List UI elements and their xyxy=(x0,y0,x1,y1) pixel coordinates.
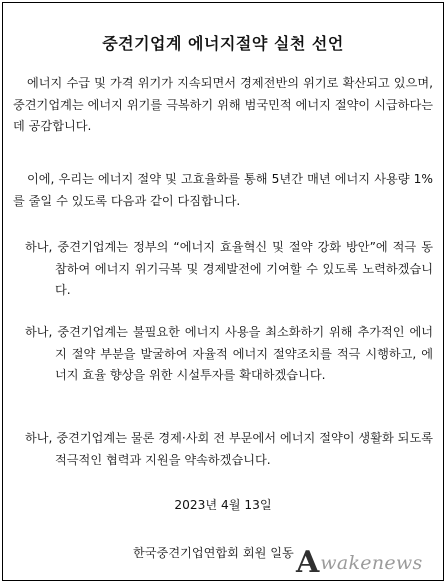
watermark-logo-mark: A xyxy=(296,545,320,580)
intro-paragraph: 에너지 수급 및 가격 위기가 지속되면서 경제전반의 위기로 확산되고 있으며, 중견기업계는 에너지 위기를 극복하기 위해 범국민적 에너지 절약이 시급하다는 데 공감합니다. xyxy=(13,76,433,133)
declaration-document xyxy=(2,2,444,581)
commitment-paragraph: 이에, 우리는 에너지 절약 및 고효율화를 통해 5년간 매년 에너지 사용량 1%를 줄일 수 있도록 다음과 같이 다짐합니다. xyxy=(13,172,433,208)
watermark-text: wakenews xyxy=(320,552,423,574)
signatory: 한국중견기업연합회 회원 일동 xyxy=(133,546,294,560)
pledge-item: 하나, 중견기업계는 불필요한 에너지 사용을 최소화하기 위해 추가적인 에너지 절약 부분을 발굴하여 자율적 에너지 절약조치를 적극 시행하고, 에너지 효율 향상을 위한 시설투자를 확대하겠습니다. xyxy=(25,325,433,382)
declaration-date: 2023년 4월 13일 xyxy=(174,498,272,512)
pledge-item: 하나, 중견기업계는 물론 경제·사회 전 부문에서 에너지 절약이 생활화 되도록 적극적인 협력과 지원을 약속하겠습니다. xyxy=(25,431,433,467)
pledge-item: 하나, 중견기업계는 정부의 “에너지 효율혁신 및 절약 강화 방안”에 적극 동참하여 에너지 위기극복 및 경제발전에 기여할 수 있도록 노력하겠습니다. xyxy=(25,240,433,297)
document-title: 중견기업계 에너지절약 실천 선언 xyxy=(102,34,344,53)
